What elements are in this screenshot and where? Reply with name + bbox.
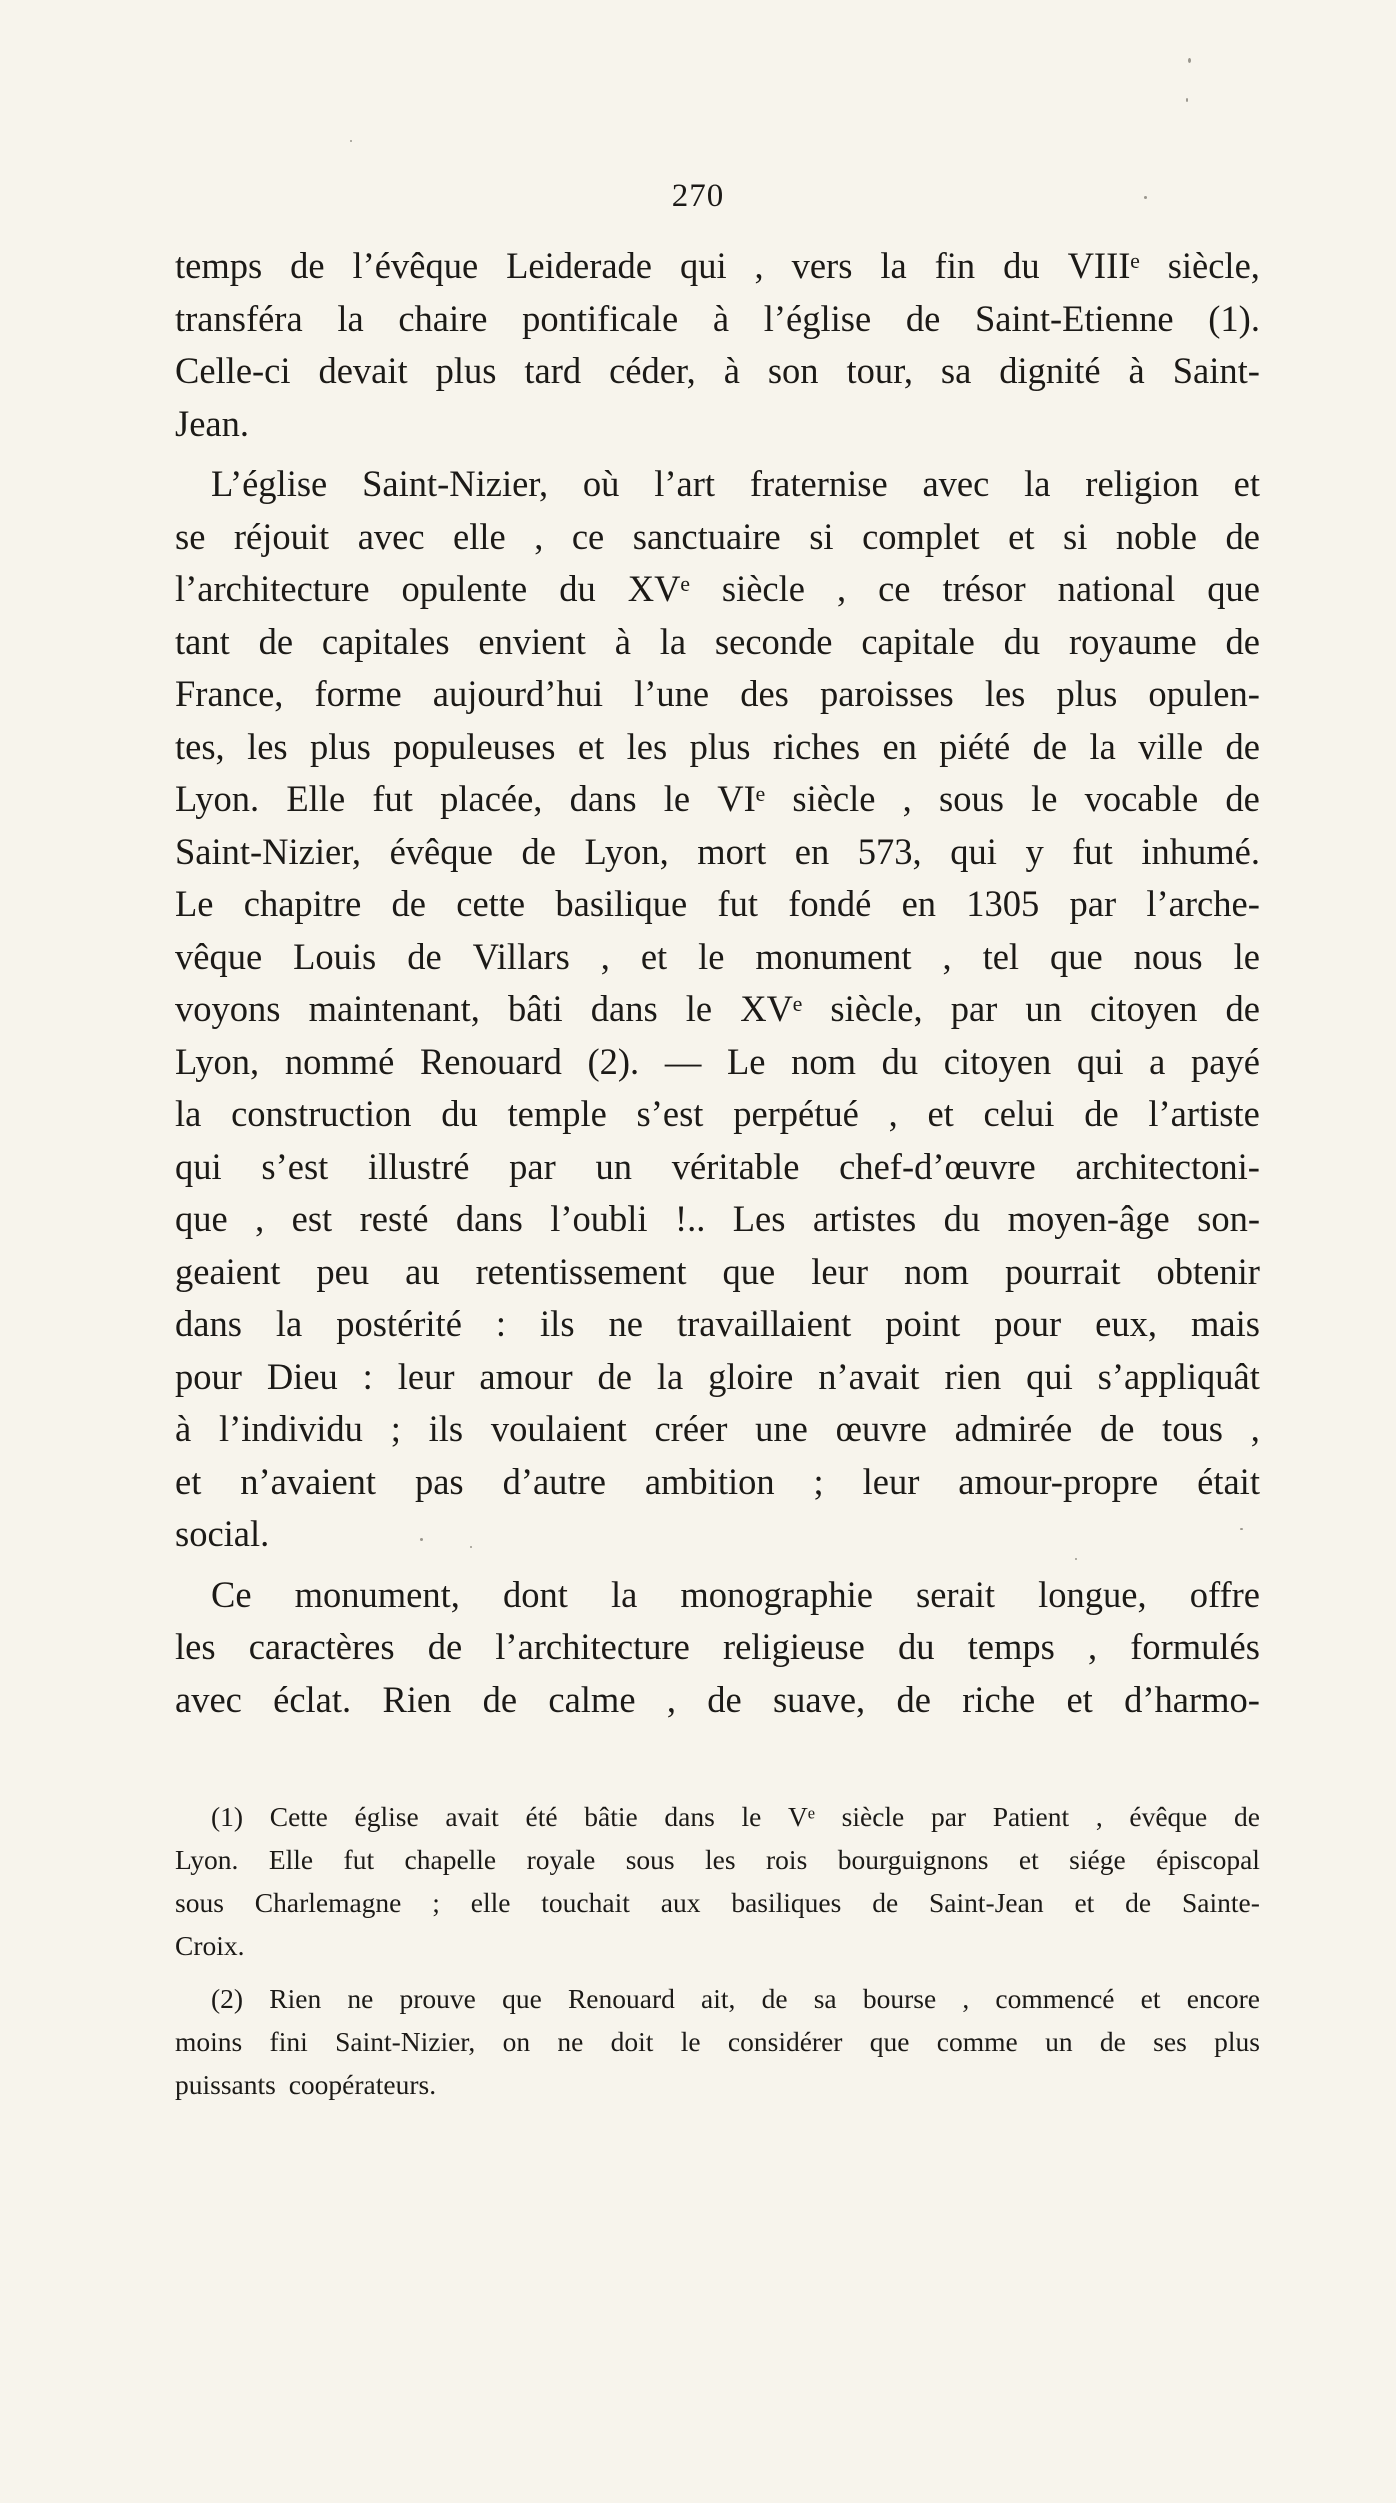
text-line: Ce monument, dont la monographie serait longue, offre — [211, 1573, 1260, 1615]
text-line: à l’individu ; ils voulaient créer une œuvre admirée de tous , — [175, 1408, 1260, 1449]
footnote-line: sous Charlemagne ; elle touchait aux basiliques de Saint-Jean et de Sainte- — [175, 1887, 1260, 1918]
paragraph — [175, 458, 1260, 1561]
text-line: qui s’est illustré par un véritable chef-d’œuvre architectoni- — [175, 1145, 1260, 1187]
text-line: Celle-ci devait plus tard céder, à son tour, sa dignité à Saint- — [175, 350, 1260, 391]
text-line: que , est resté dans l’oubli !.. Les artistes du moyen-âge son- — [175, 1198, 1260, 1239]
footnote-line: puissants coopérateurs. — [175, 2069, 437, 2100]
main-text — [175, 240, 1260, 1726]
text-line: la construction du temple s’est perpétué , et celui de l’artiste — [175, 1093, 1260, 1134]
text-line: et n’avaient pas d’autre ambition ; leur amour-propre était — [175, 1460, 1260, 1502]
text-line: Lyon. Elle fut placée, dans le VIᵉ siècle , sous le vocable de — [175, 778, 1260, 819]
footnote-line: Lyon. Elle fut chapelle royale sous les rois bourguignons et siége épiscopal — [175, 1844, 1260, 1875]
footnote-line: (1) Cette église avait été bâtie dans le Vᵉ siècle par Patient , évêque de — [211, 1801, 1260, 1832]
text-line: l’architecture opulente du XVᵉ siècle , ce trésor national que — [175, 568, 1260, 609]
footnote-line: (2) Rien ne prouve que Renouard ait, de sa bourse , commencé et encore — [211, 1983, 1260, 2014]
footnotes — [175, 1795, 1260, 2106]
text-line: France, forme aujourd’hui l’une des paroisses les plus opulen- — [175, 673, 1260, 714]
paragraph — [175, 240, 1260, 450]
text-line: vêque Louis de Villars , et le monument , tel que nous le — [175, 935, 1260, 977]
text-line: avec éclat. Rien de calme , de suave, de riche et d’harmo- — [175, 1678, 1260, 1720]
text-line: transféra la chaire pontificale à l’église de Saint-Etienne (1). — [175, 297, 1260, 339]
text-line: temps de l’évêque Leiderade qui , vers la fin du VIIIᵉ siècle, — [175, 245, 1260, 286]
text-line: Jean. — [175, 402, 249, 444]
footnote-line: moins fini Saint-Nizier, on ne doit le considérer que comme un de ses plus — [175, 2026, 1260, 2057]
text-line: voyons maintenant, bâti dans le XVᵉ siècle, par un citoyen de — [175, 988, 1260, 1029]
text-line: pour Dieu : leur amour de la gloire n’avait rien qui s’appliquât — [175, 1355, 1260, 1397]
text-line: Lyon, nommé Renouard (2). — Le nom du citoyen qui a payé — [175, 1040, 1260, 1082]
text-line: tes, les plus populeuses et les plus riches en piété de la ville de — [175, 725, 1260, 767]
paragraph — [175, 1569, 1260, 1727]
footnote — [175, 1795, 1260, 1967]
footnote-line: Croix. — [175, 1930, 245, 1961]
page-number: 270 — [671, 178, 725, 214]
text-line: Le chapitre de cette basilique fut fondé en 1305 par l’arche- — [175, 883, 1260, 924]
text-line: Saint-Nizier, évêque de Lyon, mort en 573, qui y fut inhumé. — [175, 830, 1260, 872]
text-line: dans la postérité : ils ne travaillaient point pour eux, mais — [175, 1303, 1260, 1344]
text-line: se réjouit avec elle , ce sanctuaire si complet et si noble de — [175, 515, 1260, 557]
text-line: tant de capitales envient à la seconde capitale du royaume de — [175, 620, 1260, 662]
text-line: L’église Saint-Nizier, où l’art fraternise avec la religion et — [211, 463, 1260, 504]
text-line: geaient peu au retentissement que leur nom pourrait obtenir — [175, 1250, 1260, 1292]
text-line: social. — [175, 1513, 270, 1554]
text-line: les caractères de l’architecture religieuse du temps , formulés — [175, 1626, 1260, 1667]
footnote — [175, 1977, 1260, 2106]
